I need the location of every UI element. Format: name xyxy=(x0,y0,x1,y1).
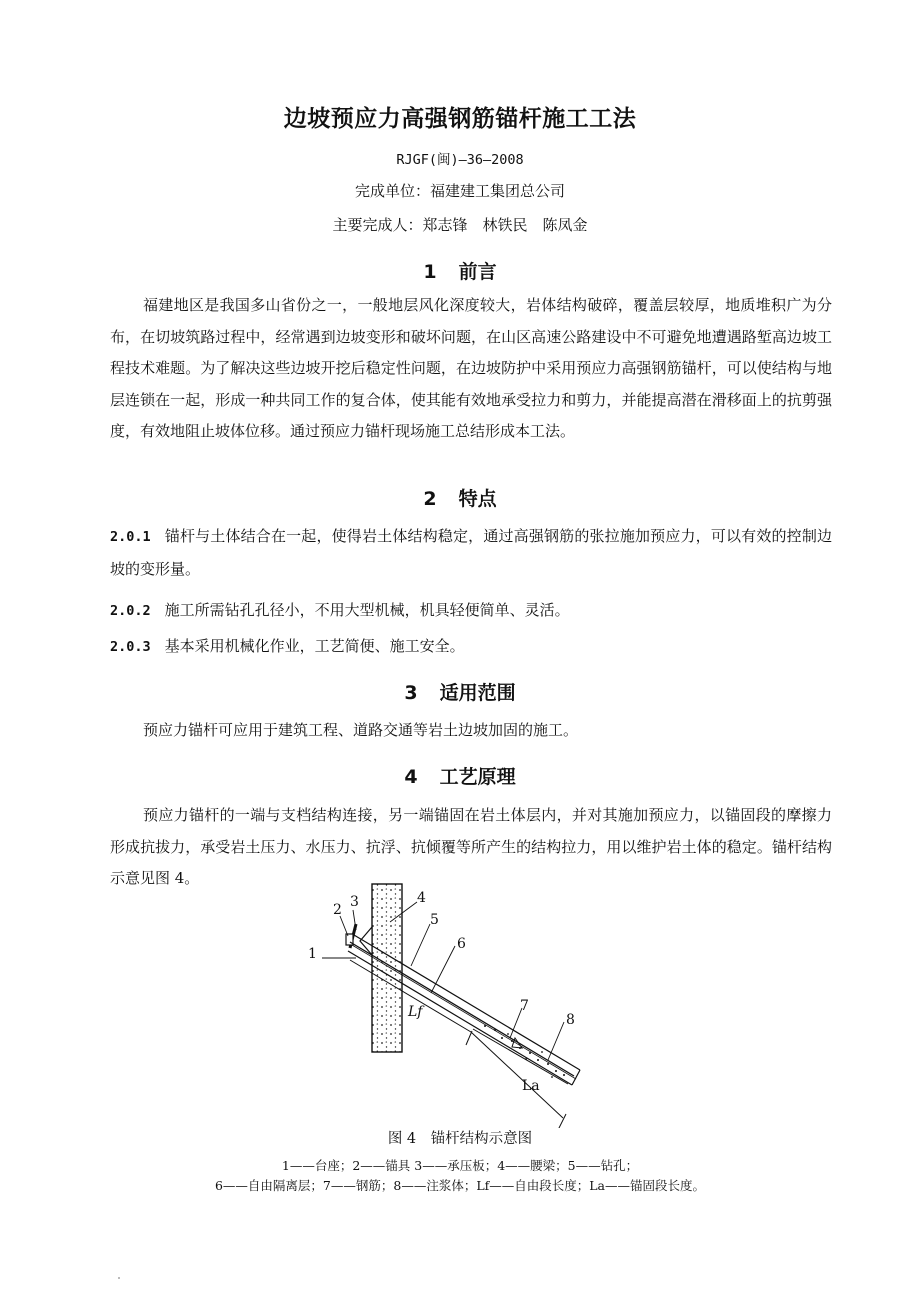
section-heading-4 xyxy=(0,762,920,789)
standard-code: RJGF(闽)—36—2008 xyxy=(396,152,524,168)
lf-dimension-line xyxy=(350,960,471,1032)
section-number: 3 xyxy=(404,682,418,704)
diagram-label-7: 7 xyxy=(520,998,529,1014)
section-title: 特点 xyxy=(458,488,497,510)
completion-unit: 完成单位：福建建工集团总公司 xyxy=(354,182,565,200)
grout-body xyxy=(484,1025,565,1078)
diagram-label-3: 3 xyxy=(350,894,359,910)
diagram-label-8: 8 xyxy=(566,1012,575,1028)
dimension-tick xyxy=(466,1031,472,1045)
item-number: 2.0.3 xyxy=(110,639,151,655)
diagram-label-6: 6 xyxy=(457,936,466,952)
feature-item-2-0-2 xyxy=(110,595,832,628)
document-title: 边坡预应力高强钢筋锚杆施工工法 xyxy=(283,106,637,132)
diagram-label-1: 1 xyxy=(308,946,317,962)
la-dimension-line xyxy=(473,1029,568,1084)
diagram-label-la: La xyxy=(522,1078,540,1094)
figure-caption: 图 4 锚杆结构示意图 xyxy=(387,1131,533,1147)
feature-item-2-0-3 xyxy=(110,631,832,664)
item-number: 2.0.2 xyxy=(110,603,151,619)
section-number: 2 xyxy=(423,488,437,510)
section-number: 1 xyxy=(423,261,437,283)
feature-item-2-0-1 xyxy=(110,521,832,585)
section-heading-3 xyxy=(0,678,920,705)
diagram-label-2: 2 xyxy=(333,902,342,918)
la-dimension-extension xyxy=(471,1032,563,1118)
section-3-paragraph: 预应力锚杆可应用于建筑工程、道路交通等岩土边坡加固的施工。 xyxy=(143,721,579,739)
figure-legend-line-1: 1——台座；2——锚具 3——承压板；4——腰梁；5——钻孔； xyxy=(281,1158,639,1173)
section-4-paragraph: 预应力锚杆的一端与支档结构连接，另一端锚固在岩土体层内，并对其施加预应力，以锚固段的摩擦力形成抗拔力，承受岩土压力、水压力、抗浮、抗倾覆等所产生的结构拉力，用以维护岩土体的稳定。锚杆结构示意见图 4。 xyxy=(110,806,832,887)
section-1-paragraph: 福建地区是我国多山省份之一，一般地层风化深度较大，岩体结构破碎，覆盖层较厚，地质堆积广为分布，在切坡筑路过程中，经常遇到边坡变形和破坏问题，在山区高速公路建设中不可避免地遭遇路堑高边坡工程技术难题。为了解决这些边坡开挖后稳定性问题，在边坡防护中采用预应力高强钢筋锚杆，可以使结构与地层连锁在一起，形成一种共同工作的复合体，使其能有效地承受拉力和剪力，并能提高潜在滑移面上的抗剪强度，有效地阻止坡体位移。通过预应力锚杆现场施工总结形成本工法。 xyxy=(110,296,832,440)
dimension-tick xyxy=(558,1114,566,1128)
section-number: 4 xyxy=(404,766,418,788)
diagram-label-4: 4 xyxy=(417,890,426,906)
item-text: 基本采用机械化作业，工艺简便、施工安全。 xyxy=(164,637,465,655)
page-mark xyxy=(118,1277,120,1279)
item-text: 施工所需钻孔孔径小，不用大型机械，机具轻便简单、灵活。 xyxy=(164,601,570,619)
section-heading-1 xyxy=(0,257,920,284)
anchor-structure-diagram xyxy=(290,878,610,1128)
section-title: 工艺原理 xyxy=(439,766,516,788)
main-authors: 主要完成人：郑志锋 林铁民 陈凤金 xyxy=(332,216,588,234)
item-text: 锚杆与土体结合在一起，使得岩土体结构稳定，通过高强钢筋的张拉施加预应力，可以有效的控制边坡的变形量。 xyxy=(110,527,832,578)
figure-legend-line-2: 6——自由隔离层；7——钢筋；8——注浆体；Lf——自由段长度；La——锚固段长度。 xyxy=(214,1178,706,1193)
section-heading-2 xyxy=(0,484,920,511)
section-title: 前言 xyxy=(458,261,497,283)
diagram-label-5: 5 xyxy=(430,912,439,928)
diagram-label-lf: Lf xyxy=(408,1004,423,1020)
item-number: 2.0.1 xyxy=(110,529,151,545)
section-title: 适用范围 xyxy=(439,682,516,704)
